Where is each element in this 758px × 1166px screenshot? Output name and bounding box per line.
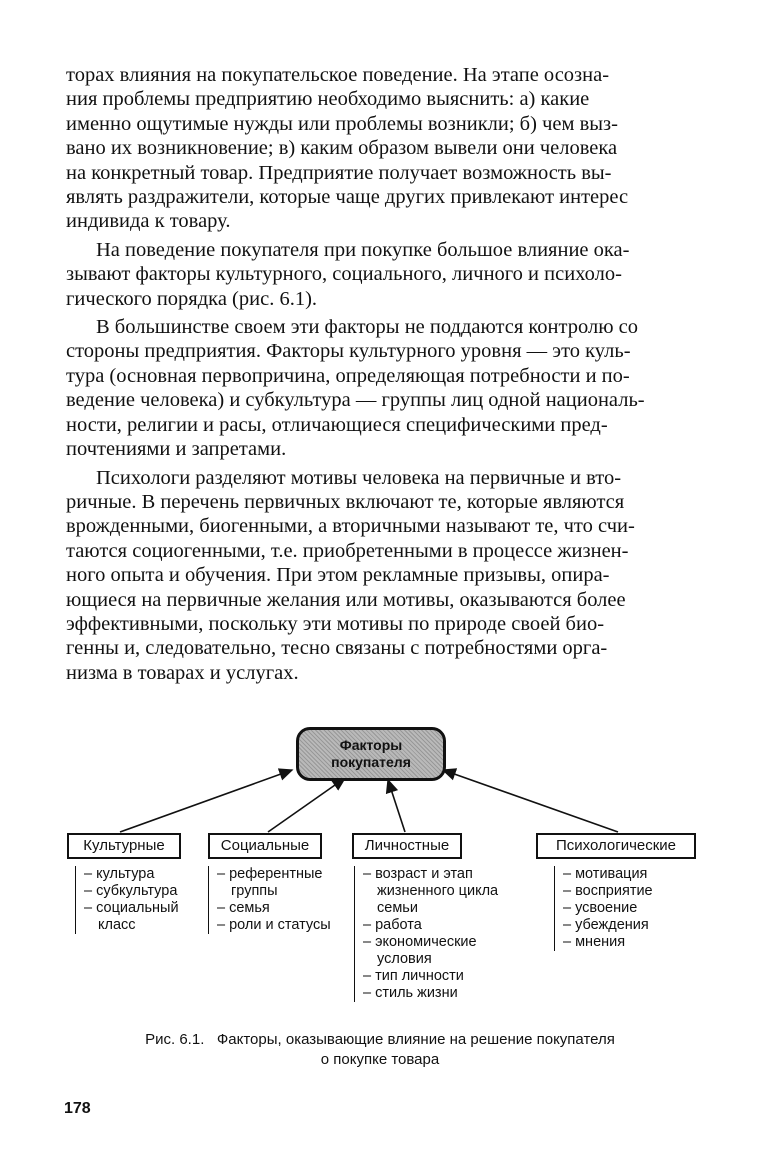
- list-item: – социальный: [84, 900, 179, 916]
- list-item: группы: [231, 883, 278, 899]
- list-item: жизненного цикла: [377, 883, 499, 899]
- list-item: – субкультура: [84, 883, 178, 899]
- root-node-buyer-factors: Факторы покупателя: [296, 727, 446, 781]
- list-item: – стиль жизни: [363, 985, 458, 1001]
- list-item: – референтные: [217, 866, 323, 882]
- list-item: семьи: [377, 900, 418, 916]
- list-item: класс: [98, 917, 136, 933]
- list-item: – тип личности: [363, 968, 464, 984]
- paragraph-2: На поведение покупателя при покупке большое влияние ока- зывают факторы культурного, социального, личного и психоло- гического порядка (рис. 6.1).: [66, 238, 630, 310]
- list-item: – мнения: [563, 934, 626, 950]
- paragraph-4: Психологи разделяют мотивы человека на первичные и вто- ричные. В перечень первичных включают те, которые являются врожденными, биогенными, а вторичными называют те, что счи- таются социогенными, т.е. приобретенными в процессе жизнен- ного опыта и обучения. При этом рекламные призывы, опира- ющиеся на первичные желания или мотивы, оказываются более эффективными, поскольку эти мотивы по природе своей био- генны и, следовательно, тесно связаны с потребностями орга- низма в товарах и услугах.: [66, 466, 635, 684]
- list-social: [208, 866, 331, 934]
- list-item: – возраст и этап: [363, 866, 473, 882]
- list-item: – семья: [217, 900, 270, 916]
- list-item: – экономические: [363, 934, 477, 950]
- arrow-social: [268, 778, 345, 832]
- figure-caption: Рис. 6.1. Факторы, оказывающие влияние на решение покупателя о покупке товара: [145, 1031, 615, 1068]
- list-item: – восприятие: [563, 883, 653, 899]
- arrow-psychological: [443, 770, 618, 832]
- paragraph-3: В большинстве своем эти факторы не поддаются контролю со стороны предприятия. Факторы культурного уровня — это куль- тура (основная первопричина, определяющая потребности и по- ведение человека) и субкультура — группы лиц одной националь- ности, религии и расы, отличающиеся специфическими пред- почтениями и запретами.: [66, 316, 645, 461]
- list-item: – усвоение: [563, 900, 638, 916]
- list-item: – убеждения: [563, 917, 649, 933]
- list-item: – работа: [363, 917, 422, 933]
- list-item: – культура: [84, 866, 155, 882]
- paragraph-1: торах влияния на покупательское поведение. На этапе осозна- ния проблемы предприятию необходимо выяснить: а) какие именно ощутимые нужды или проблемы возникли; б) чем выз- вано их возникновение; в) каким образом вывели они человека на конкретный товар. Предприятие получает возможность вы- являть раздражители, которые чаще других привлекают интерес индивида к товару.: [66, 64, 629, 233]
- page-number: 178: [64, 1100, 91, 1117]
- arrow-personal: [388, 780, 405, 832]
- category-psychological: Психологические: [536, 833, 696, 859]
- list-item: – мотивация: [563, 866, 648, 882]
- list-item: условия: [377, 951, 432, 967]
- list-item: – роли и статусы: [217, 917, 331, 933]
- list-personal: [354, 866, 498, 1002]
- category-social: Социальные: [208, 833, 322, 859]
- list-psychological: [554, 866, 653, 951]
- category-personal: Личностные: [352, 833, 462, 859]
- list-cultural: [75, 866, 179, 934]
- arrow-cultural: [120, 770, 292, 832]
- category-cultural: Культурные: [67, 833, 181, 859]
